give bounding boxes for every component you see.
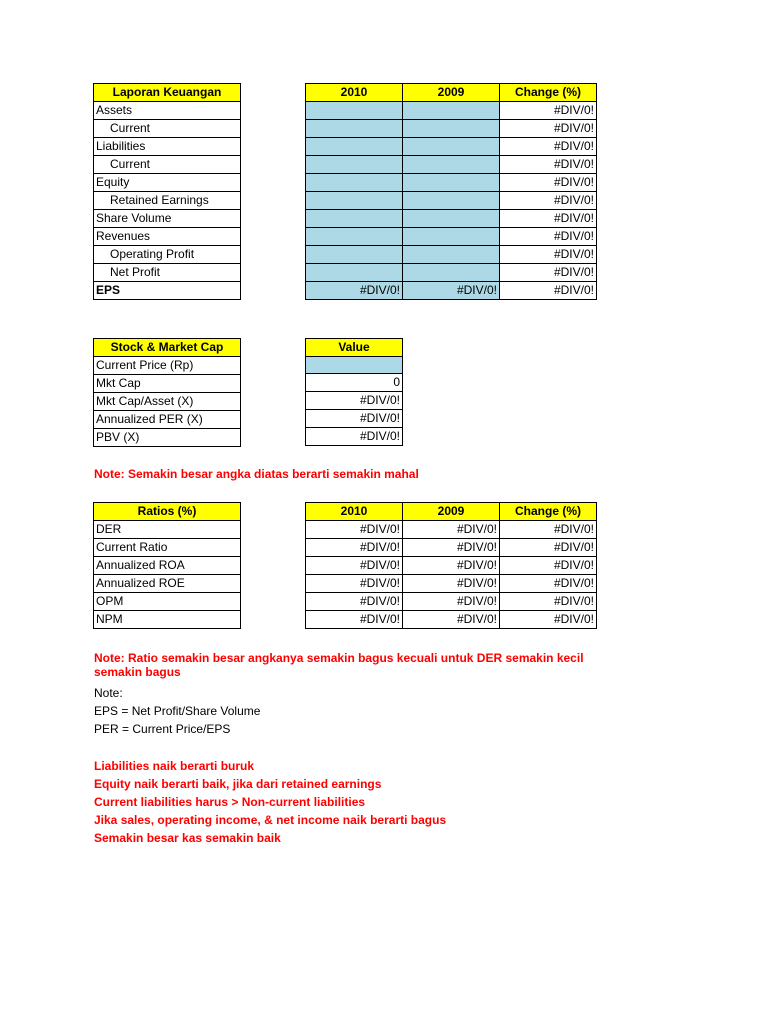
- input-cell[interactable]: [306, 264, 403, 282]
- value-cell[interactable]: #DIV/0!: [306, 611, 403, 629]
- eps-cell-2009[interactable]: #DIV/0!: [403, 282, 500, 300]
- value-cell[interactable]: #DIV/0!: [500, 228, 597, 246]
- row-label[interactable]: EPS: [94, 282, 241, 300]
- input-cell[interactable]: [306, 210, 403, 228]
- value-cell[interactable]: #DIV/0!: [403, 521, 500, 539]
- value-cell[interactable]: #DIV/0!: [500, 521, 597, 539]
- tip-item: Liabilities naik berarti buruk: [94, 759, 255, 773]
- value-cell[interactable]: #DIV/0!: [306, 557, 403, 575]
- input-cell[interactable]: [403, 156, 500, 174]
- input-cell[interactable]: [306, 192, 403, 210]
- col-header-2010[interactable]: 2010: [306, 84, 403, 102]
- current-price-input[interactable]: [306, 357, 403, 374]
- value-header[interactable]: Value: [306, 339, 403, 357]
- value-cell[interactable]: #DIV/0!: [306, 539, 403, 557]
- per-formula: PER = Current Price/EPS: [94, 722, 231, 736]
- value-cell[interactable]: #DIV/0!: [403, 611, 500, 629]
- note-formulas-title: Note:: [94, 686, 123, 700]
- col-header-change[interactable]: Change (%): [500, 84, 597, 102]
- col-header-2010[interactable]: 2010: [306, 503, 403, 521]
- row-label[interactable]: Share Volume: [94, 210, 241, 228]
- note-ratio-line2: semakin bagus: [94, 665, 181, 679]
- col-header-2009[interactable]: 2009: [403, 503, 500, 521]
- input-cell[interactable]: [306, 246, 403, 264]
- stock-value-table: [305, 338, 403, 446]
- tip-item: Semakin besar kas semakin baik: [94, 831, 281, 845]
- tips-list: [94, 757, 446, 847]
- input-cell[interactable]: [306, 228, 403, 246]
- input-cell[interactable]: [306, 156, 403, 174]
- value-cell[interactable]: #DIV/0!: [306, 428, 403, 446]
- value-cell[interactable]: #DIV/0!: [500, 539, 597, 557]
- col-header-2009[interactable]: 2009: [403, 84, 500, 102]
- input-cell[interactable]: [403, 192, 500, 210]
- value-cell[interactable]: #DIV/0!: [306, 521, 403, 539]
- eps-cell-change[interactable]: #DIV/0!: [500, 282, 597, 300]
- value-cell[interactable]: #DIV/0!: [403, 539, 500, 557]
- tip-item: Current liabilities harus > Non-current liabilities: [94, 795, 366, 809]
- row-label[interactable]: Current Price (Rp): [94, 357, 241, 375]
- value-cell[interactable]: 0: [306, 374, 403, 392]
- value-cell[interactable]: #DIV/0!: [500, 611, 597, 629]
- input-cell[interactable]: [403, 210, 500, 228]
- row-label[interactable]: Mkt Cap/Asset (X): [94, 393, 241, 411]
- laporan-value-table: [305, 83, 597, 300]
- row-label[interactable]: DER: [94, 521, 241, 539]
- note-ratio: [94, 651, 584, 679]
- ratios-value-table: [305, 502, 597, 629]
- row-label[interactable]: Operating Profit: [94, 246, 241, 264]
- input-cell[interactable]: [403, 264, 500, 282]
- input-cell[interactable]: [403, 102, 500, 120]
- value-cell[interactable]: #DIV/0!: [500, 210, 597, 228]
- input-cell[interactable]: [403, 120, 500, 138]
- value-cell[interactable]: #DIV/0!: [500, 192, 597, 210]
- value-cell[interactable]: #DIV/0!: [500, 102, 597, 120]
- row-label[interactable]: Annualized ROA: [94, 557, 241, 575]
- value-cell[interactable]: #DIV/0!: [403, 575, 500, 593]
- input-cell[interactable]: [403, 138, 500, 156]
- value-cell[interactable]: #DIV/0!: [306, 593, 403, 611]
- row-label[interactable]: Annualized PER (X): [94, 411, 241, 429]
- value-cell[interactable]: #DIV/0!: [306, 410, 403, 428]
- input-cell[interactable]: [306, 120, 403, 138]
- row-label[interactable]: Annualized ROE: [94, 575, 241, 593]
- ratios-label-table: [93, 502, 241, 629]
- laporan-label-table: [93, 83, 241, 300]
- value-cell[interactable]: #DIV/0!: [306, 392, 403, 410]
- stock-header[interactable]: Stock & Market Cap: [94, 339, 241, 357]
- row-label[interactable]: NPM: [94, 611, 241, 629]
- row-label[interactable]: Current: [94, 120, 241, 138]
- value-cell[interactable]: #DIV/0!: [500, 174, 597, 192]
- value-cell[interactable]: #DIV/0!: [403, 593, 500, 611]
- value-cell[interactable]: #DIV/0!: [500, 246, 597, 264]
- tip-item: Equity naik berarti baik, jika dari retained earnings: [94, 777, 382, 791]
- note-ratio-line1: Note: Ratio semakin besar angkanya semakin bagus kecuali untuk DER semakin kecil: [94, 651, 584, 665]
- value-cell[interactable]: #DIV/0!: [500, 575, 597, 593]
- eps-formula: EPS = Net Profit/Share Volume: [94, 704, 261, 718]
- input-cell[interactable]: [403, 246, 500, 264]
- value-cell[interactable]: #DIV/0!: [500, 593, 597, 611]
- input-cell[interactable]: [306, 174, 403, 192]
- value-cell[interactable]: #DIV/0!: [403, 557, 500, 575]
- ratios-header[interactable]: Ratios (%): [94, 503, 241, 521]
- value-cell[interactable]: #DIV/0!: [500, 557, 597, 575]
- row-label[interactable]: OPM: [94, 593, 241, 611]
- row-label[interactable]: Liabilities: [94, 138, 241, 156]
- stock-label-table: [93, 338, 241, 447]
- row-label[interactable]: Retained Earnings: [94, 192, 241, 210]
- value-cell[interactable]: #DIV/0!: [500, 156, 597, 174]
- input-cell[interactable]: [306, 102, 403, 120]
- input-cell[interactable]: [403, 228, 500, 246]
- note-formulas: [94, 684, 260, 738]
- row-label[interactable]: Net Profit: [94, 264, 241, 282]
- row-label[interactable]: Equity: [94, 174, 241, 192]
- row-label[interactable]: Current Ratio: [94, 539, 241, 557]
- row-label[interactable]: PBV (X): [94, 429, 241, 447]
- row-label[interactable]: Revenues: [94, 228, 241, 246]
- col-header-change[interactable]: Change (%): [500, 503, 597, 521]
- input-cell[interactable]: [403, 174, 500, 192]
- value-cell[interactable]: #DIV/0!: [500, 138, 597, 156]
- input-cell[interactable]: [306, 138, 403, 156]
- value-cell[interactable]: #DIV/0!: [500, 264, 597, 282]
- row-label[interactable]: Mkt Cap: [94, 375, 241, 393]
- value-cell[interactable]: #DIV/0!: [306, 575, 403, 593]
- laporan-header[interactable]: Laporan Keuangan: [94, 84, 241, 102]
- row-label[interactable]: Assets: [94, 102, 241, 120]
- eps-cell-2010[interactable]: #DIV/0!: [306, 282, 403, 300]
- note-expensive: Note: Semakin besar angka diatas berarti semakin mahal: [94, 467, 419, 481]
- tip-item: Jika sales, operating income, & net income naik berarti bagus: [94, 813, 447, 827]
- value-cell[interactable]: #DIV/0!: [500, 120, 597, 138]
- row-label[interactable]: Current: [94, 156, 241, 174]
